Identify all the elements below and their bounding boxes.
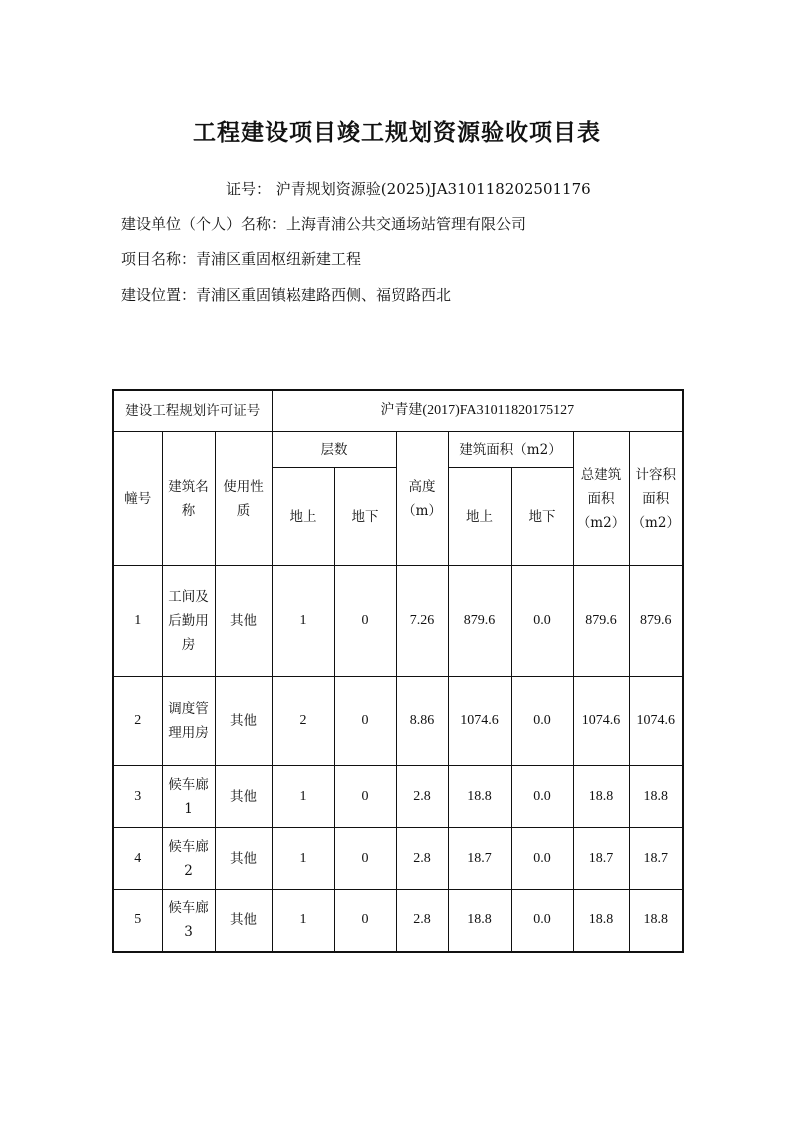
cell-floors-above: 1 (272, 828, 334, 890)
cell-calc-area: 18.7 (629, 828, 683, 890)
cell-no: 1 (113, 566, 162, 677)
header-calc-area: 计容积面积（m2） (629, 432, 683, 566)
cell-area-below: 0.0 (511, 766, 573, 828)
cell-calc-area: 879.6 (629, 566, 683, 677)
cell-usage: 其他 (215, 677, 272, 766)
cell-name: 候车廊3 (162, 890, 215, 952)
header-floors-below: 地下 (334, 468, 396, 566)
cell-name: 候车廊1 (162, 766, 215, 828)
cell-area-below: 0.0 (511, 677, 573, 766)
header-floors: 层数 (272, 432, 396, 468)
cell-floors-above: 1 (272, 890, 334, 952)
cell-usage: 其他 (215, 828, 272, 890)
table-row (113, 766, 683, 828)
cell-floors-below: 0 (334, 677, 396, 766)
cell-area-above: 18.7 (448, 828, 511, 890)
cell-area-above: 879.6 (448, 566, 511, 677)
cell-usage: 其他 (215, 566, 272, 677)
certificate-label: 证号： (226, 180, 272, 198)
cell-no: 3 (113, 766, 162, 828)
header-building-no: 幢号 (113, 432, 162, 566)
cell-floors-above: 1 (272, 566, 334, 677)
header-total-area: 总建筑面积（m2） (573, 432, 629, 566)
cell-no: 5 (113, 890, 162, 952)
table-row (113, 677, 683, 766)
cell-height: 8.86 (396, 677, 448, 766)
cell-height: 2.8 (396, 890, 448, 952)
cell-floors-below: 0 (334, 766, 396, 828)
header-area: 建筑面积（m2） (448, 432, 573, 468)
acceptance-table (112, 389, 684, 953)
info-location (121, 284, 451, 305)
table-row (113, 566, 683, 677)
cell-floors-below: 0 (334, 566, 396, 677)
info-builder-value: 上海青浦公共交通场站管理有限公司 (286, 215, 527, 233)
permit-row (113, 390, 683, 432)
cell-height: 2.8 (396, 828, 448, 890)
cell-total-area: 18.7 (573, 828, 629, 890)
cell-total-area: 1074.6 (573, 677, 629, 766)
header-usage: 使用性质 (215, 432, 272, 566)
certificate-number: 沪青规划资源验(2025)JA310118202501176 (275, 180, 591, 198)
table-row (113, 828, 683, 890)
header-area-below: 地下 (511, 468, 573, 566)
info-location-value: 青浦区重固镇崧建路西侧、福贸路西北 (196, 286, 452, 304)
info-project (121, 248, 361, 269)
cell-area-above: 18.8 (448, 766, 511, 828)
cell-calc-area: 18.8 (629, 890, 683, 952)
permit-label: 建设工程规划许可证号 (113, 390, 272, 432)
cell-area-above: 1074.6 (448, 677, 511, 766)
cell-floors-below: 0 (334, 828, 396, 890)
cell-height: 7.26 (396, 566, 448, 677)
cell-floors-above: 2 (272, 677, 334, 766)
cell-height: 2.8 (396, 766, 448, 828)
header-row-1 (113, 432, 683, 468)
cell-area-below: 0.0 (511, 828, 573, 890)
info-project-value: 青浦区重固枢纽新建工程 (196, 250, 362, 268)
cell-area-above: 18.8 (448, 890, 511, 952)
permit-number: 沪青建(2017)FA31011820175127 (272, 390, 683, 432)
cell-calc-area: 18.8 (629, 766, 683, 828)
header-height: 高度（m） (396, 432, 448, 566)
header-building-name: 建筑名称 (162, 432, 215, 566)
cell-area-below: 0.0 (511, 890, 573, 952)
cell-usage: 其他 (215, 890, 272, 952)
cell-name: 调度管理用房 (162, 677, 215, 766)
cell-name: 工间及后勤用房 (162, 566, 215, 677)
info-project-label: 项目名称： (121, 250, 197, 268)
cell-calc-area: 1074.6 (629, 677, 683, 766)
document-title: 工程建设项目竣工规划资源验收项目表 (193, 119, 601, 146)
cell-area-below: 0.0 (511, 566, 573, 677)
cell-name: 候车廊2 (162, 828, 215, 890)
info-builder-label: 建设单位（个人）名称： (121, 215, 287, 233)
cell-total-area: 18.8 (573, 890, 629, 952)
cell-usage: 其他 (215, 766, 272, 828)
certificate-line (226, 178, 591, 199)
header-area-above: 地上 (448, 468, 511, 566)
info-location-label: 建设位置： (121, 286, 197, 304)
cell-total-area: 18.8 (573, 766, 629, 828)
header-floors-above: 地上 (272, 468, 334, 566)
cell-total-area: 879.6 (573, 566, 629, 677)
info-builder (121, 213, 526, 234)
cell-floors-above: 1 (272, 766, 334, 828)
cell-no: 4 (113, 828, 162, 890)
cell-no: 2 (113, 677, 162, 766)
table-row (113, 890, 683, 952)
cell-floors-below: 0 (334, 890, 396, 952)
